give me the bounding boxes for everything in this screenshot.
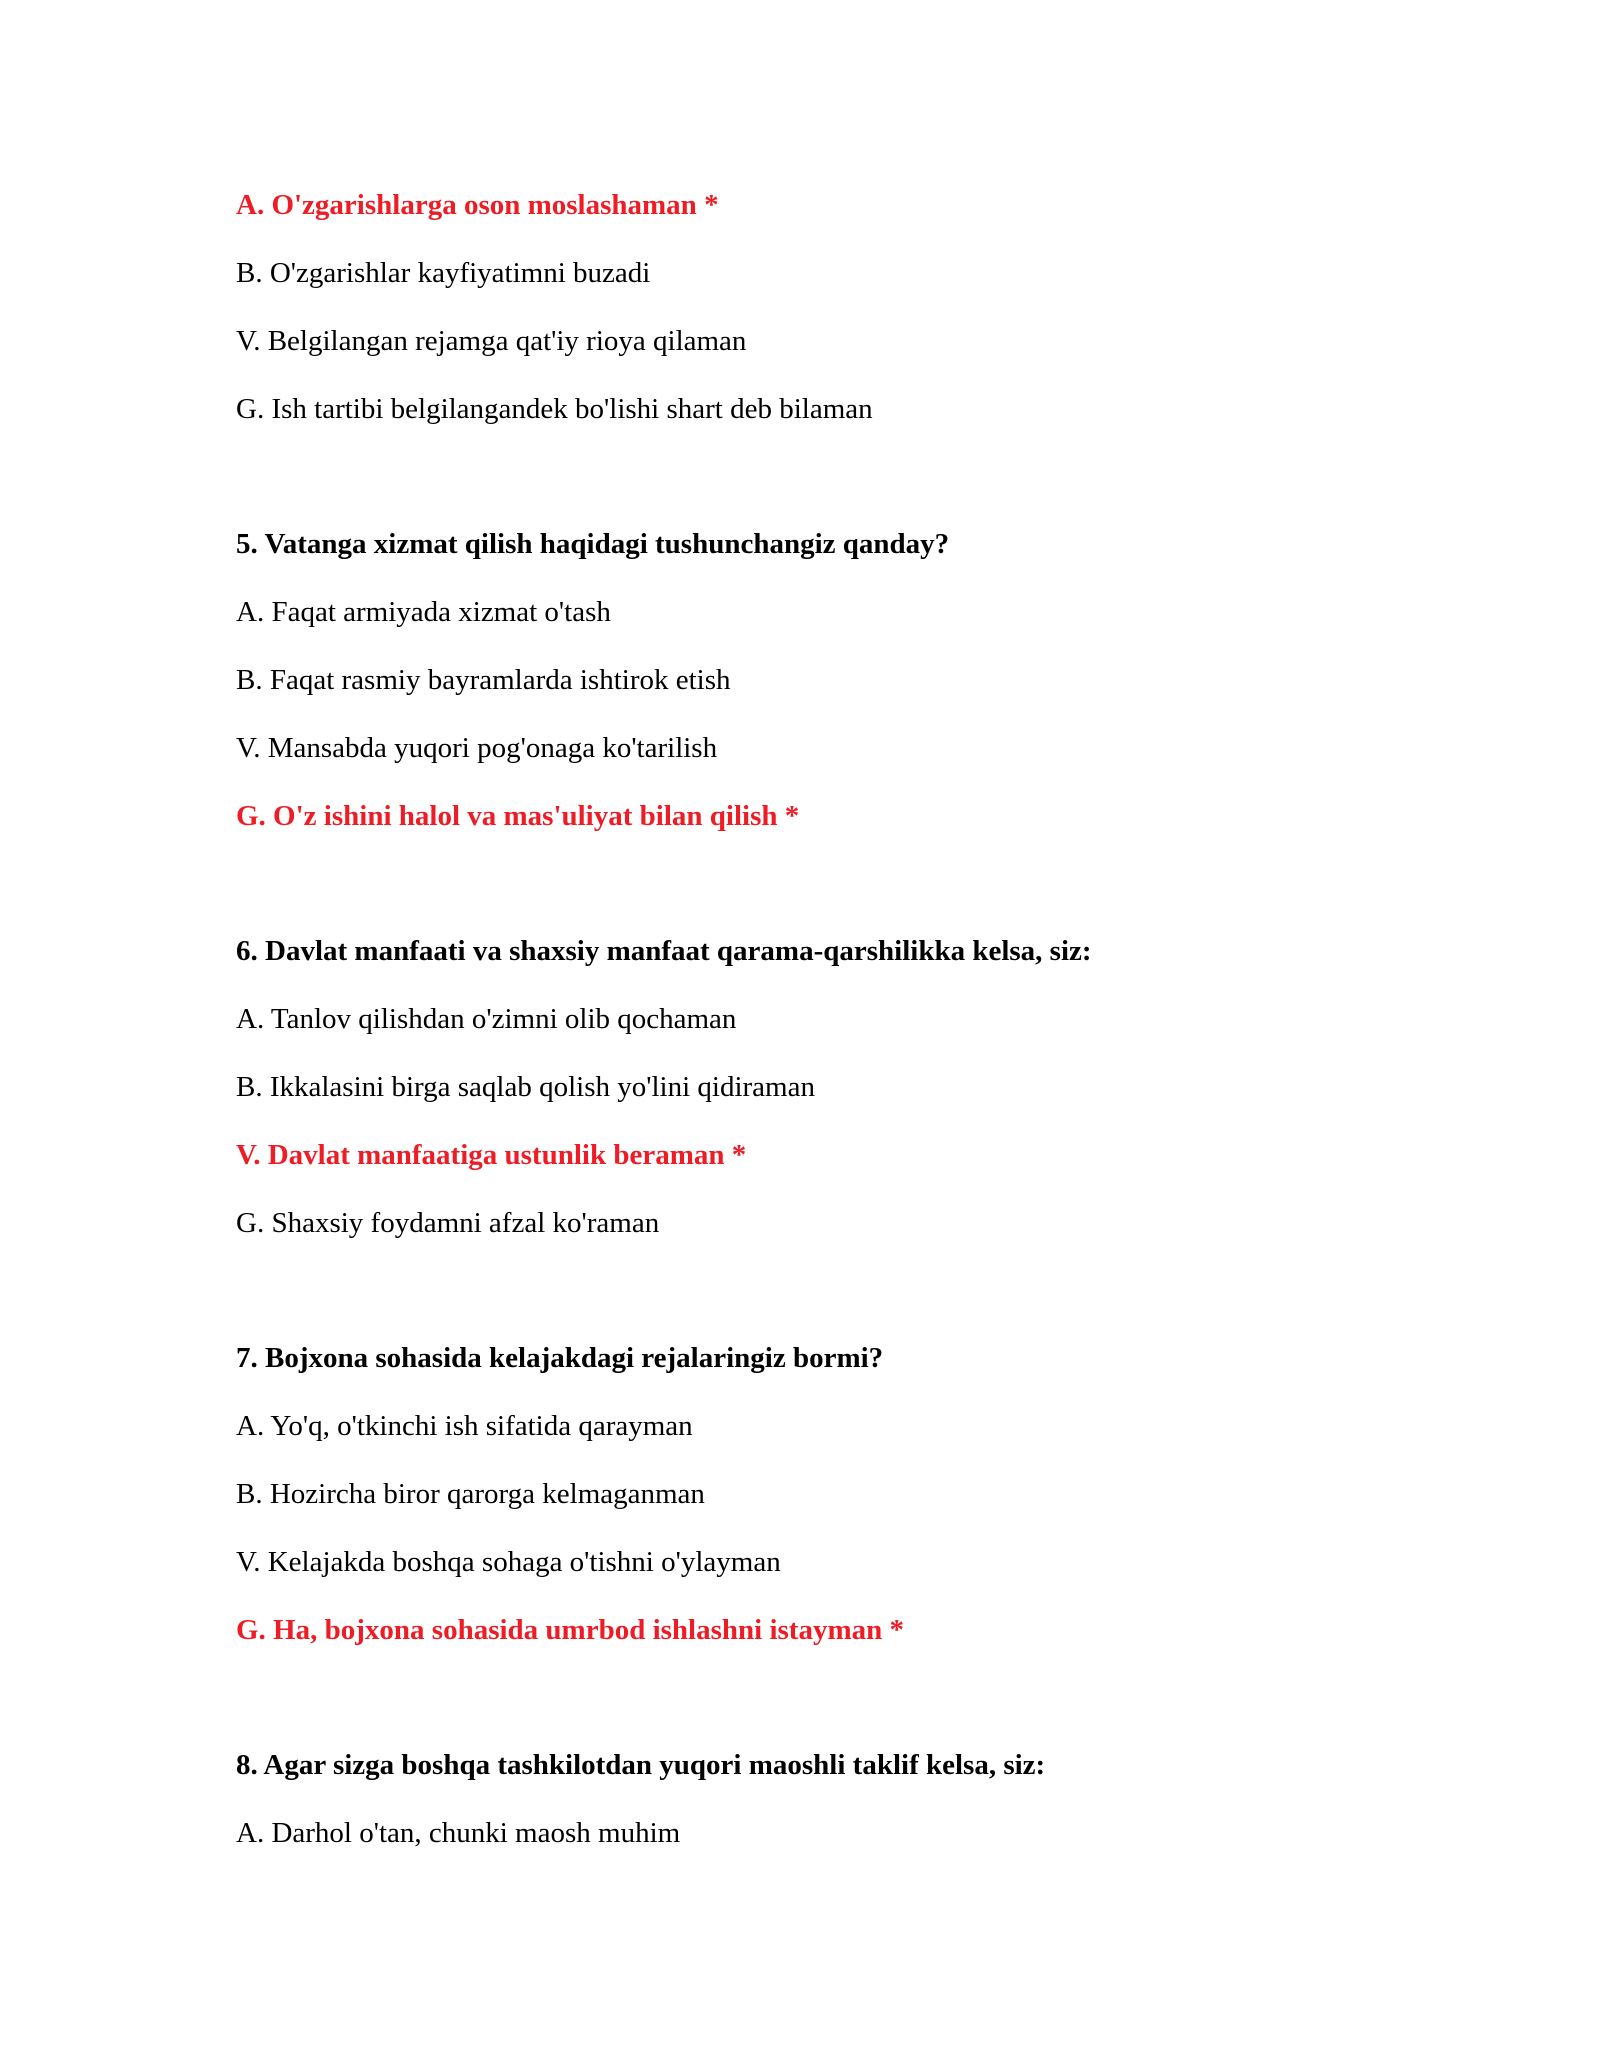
answer-option: B. O'zgarishlar kayfiyatimni buzadi xyxy=(236,257,651,289)
question-text: 5. Vatanga xizmat qilish haqidagi tushunchangiz qanday? xyxy=(236,528,950,560)
document-page xyxy=(236,188,1496,1884)
correct-answer-option: G. O'z ishini halol va mas'uliyat bilan qilish * xyxy=(236,800,800,832)
question-block xyxy=(236,188,1496,426)
question-block xyxy=(236,1748,1496,1850)
correct-answer-option: A. O'zgarishlarga oson moslashaman * xyxy=(236,189,719,221)
question-block xyxy=(236,1341,1496,1647)
question-block xyxy=(236,934,1496,1240)
answer-option: A. Tanlov qilishdan o'zimni olib qochaman xyxy=(236,1003,737,1035)
question-gap xyxy=(236,460,1496,527)
answer-option: V. Belgilangan rejamga qat'iy rioya qilaman xyxy=(236,325,747,357)
question-gap xyxy=(236,867,1496,934)
correct-answer-option: V. Davlat manfaatiga ustunlik beraman * xyxy=(236,1139,747,1171)
answer-option: A. Darhol o'tan, chunki maosh muhim xyxy=(236,1817,681,1849)
question-text: 8. Agar sizga boshqa tashkilotdan yuqori maoshli taklif kelsa, siz: xyxy=(236,1749,1046,1781)
correct-answer-option: G. Ha, bojxona sohasida umrbod ishlashni istayman * xyxy=(236,1614,904,1646)
answer-option: A. Yo'q, o'tkinchi ish sifatida qarayman xyxy=(236,1410,693,1442)
question-text: 7. Bojxona sohasida kelajakdagi rejalaringiz bormi? xyxy=(236,1342,884,1374)
answer-option: G. Ish tartibi belgilangandek bo'lishi shart deb bilaman xyxy=(236,393,873,425)
answer-option: A. Faqat armiyada xizmat o'tash xyxy=(236,596,611,628)
question-gap xyxy=(236,1681,1496,1748)
question-text: 6. Davlat manfaati va shaxsiy manfaat qarama-qarshilikka kelsa, siz: xyxy=(236,935,1092,967)
answer-option: G. Shaxsiy foydamni afzal ko'raman xyxy=(236,1207,660,1239)
answer-option: B. Faqat rasmiy bayramlarda ishtirok etish xyxy=(236,664,731,696)
answer-option: V. Kelajakda boshqa sohaga o'tishni o'ylayman xyxy=(236,1546,781,1578)
question-gap xyxy=(236,1274,1496,1341)
answer-option: V. Mansabda yuqori pog'onaga ko'tarilish xyxy=(236,732,718,764)
answer-option: B. Ikkalasini birga saqlab qolish yo'lini qidiraman xyxy=(236,1071,815,1103)
question-block xyxy=(236,527,1496,833)
answer-option: B. Hozircha biror qarorga kelmaganman xyxy=(236,1478,705,1510)
